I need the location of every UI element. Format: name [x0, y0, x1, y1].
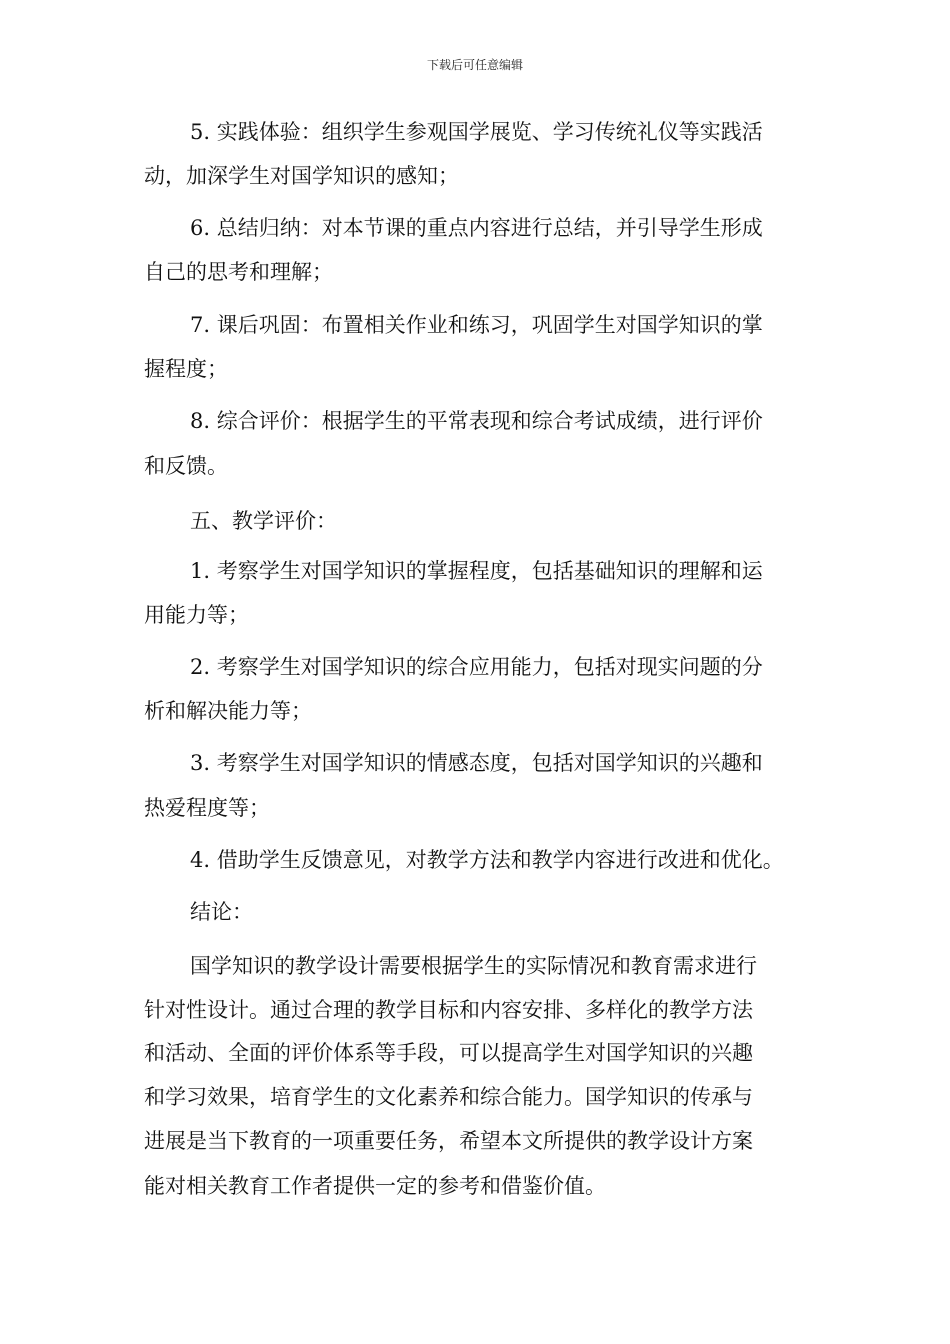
- paragraph-line: 国学知识的教学设计需要根据学生的实际情况和教育需求进行: [190, 954, 757, 978]
- section-heading: 五、教学评价：: [190, 509, 337, 533]
- page-header: 下载后可任意编辑: [426, 58, 523, 72]
- paragraph-line: 4. 借助学生反馈意见，对教学方法和教学内容进行改进和优化。: [190, 848, 784, 872]
- paragraph-line: 6. 总结归纳：对本节课的重点内容进行总结，并引导学生形成: [190, 216, 763, 240]
- paragraph-line: 能对相关教育工作者提供一定的参考和借鉴价值。: [144, 1174, 606, 1198]
- paragraph-line: 和反馈。: [144, 454, 228, 478]
- section-heading: 结论：: [190, 900, 253, 924]
- paragraph-line: 5. 实践体验：组织学生参观国学展览、学习传统礼仪等实践活: [190, 120, 763, 144]
- paragraph-line: 析和解决能力等；: [144, 699, 312, 723]
- paragraph-line: 7. 课后巩固：布置相关作业和练习，巩固学生对国学知识的掌: [190, 313, 763, 337]
- paragraph-line: 进展是当下教育的一项重要任务，希望本文所提供的教学设计方案: [144, 1129, 753, 1153]
- paragraph-line: 握程度；: [144, 357, 228, 381]
- paragraph-line: 针对性设计。通过合理的教学目标和内容安排、多样化的教学方法: [144, 998, 753, 1022]
- paragraph-line: 3. 考察学生对国学知识的情感态度，包括对国学知识的兴趣和: [190, 751, 763, 775]
- paragraph-line: 热爱程度等；: [144, 796, 270, 820]
- paragraph-line: 和活动、全面的评价体系等手段，可以提高学生对国学知识的兴趣: [144, 1041, 753, 1065]
- paragraph-line: 自己的思考和理解；: [144, 260, 333, 284]
- paragraph-line: 动，加深学生对国学知识的感知；: [144, 164, 459, 188]
- paragraph-line: 和学习效果，培育学生的文化素养和综合能力。国学知识的传承与: [144, 1085, 753, 1109]
- paragraph-line: 用能力等；: [144, 603, 249, 627]
- paragraph-line: 2. 考察学生对国学知识的综合应用能力，包括对现实问题的分: [190, 655, 763, 679]
- paragraph-line: 8. 综合评价：根据学生的平常表现和综合考试成绩，进行评价: [190, 409, 763, 433]
- paragraph-line: 1. 考察学生对国学知识的掌握程度，包括基础知识的理解和运: [190, 559, 763, 583]
